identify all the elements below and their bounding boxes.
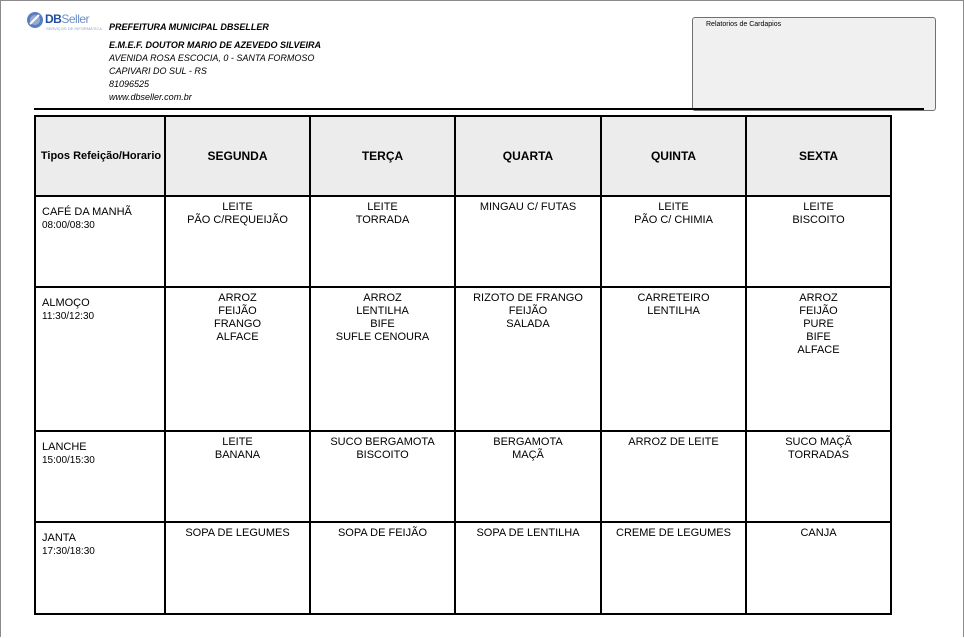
- menu-item: LEITE: [658, 201, 689, 213]
- menu-item: BANANA: [214, 448, 261, 461]
- meal-time: 08:00/08:30: [42, 220, 95, 231]
- meal-name-almoco: ALMOÇO: [42, 297, 90, 310]
- menu-cell: [310, 522, 455, 614]
- menu-cell: [746, 196, 891, 287]
- menu-cell: [601, 431, 746, 522]
- menu-item: FEIJÃO: [508, 305, 548, 318]
- menu-item: BISCOITO: [356, 448, 409, 461]
- header-prefeitura: PREFEITURA MUNICIPAL DBSELLER: [109, 22, 269, 32]
- col-header-segunda: SEGUNDA: [165, 116, 310, 196]
- meal-time: 15:00/15:30: [42, 454, 95, 466]
- menu-item: ARROZ: [363, 292, 402, 305]
- table-header-row: [35, 116, 891, 196]
- table-row: [35, 196, 891, 287]
- menu-cell: [455, 522, 601, 614]
- menu-item: MAÇÃ: [512, 448, 544, 461]
- menu-item: TORRADA: [355, 214, 410, 226]
- col-header-terca: TERÇA: [310, 116, 455, 196]
- menu-cell: [310, 431, 455, 522]
- menu-item: LEITE: [367, 201, 398, 213]
- menu-item: SUCO BERGAMOTA: [330, 435, 435, 448]
- menu-cell: [165, 196, 310, 287]
- logo-text: DBSeller: [45, 12, 90, 26]
- logo-mark-icon: [26, 11, 44, 29]
- menu-item: ALFACE: [797, 344, 840, 357]
- menu-item: LEITE: [222, 201, 253, 213]
- menu-cell: [601, 196, 746, 287]
- menu-item: FRANGO: [213, 318, 262, 331]
- menu-item: LENTILHA: [356, 305, 409, 318]
- meal-time: 17:30/18:30: [42, 545, 95, 557]
- menu-item: BISCOITO: [792, 214, 845, 226]
- menu-item: ALFACE: [216, 331, 259, 344]
- meal-label-cell: [35, 522, 165, 614]
- logo-tagline: SERVIÇOS DE INFORMÁTICA: [46, 26, 102, 31]
- header-postal: 81096525: [109, 79, 150, 89]
- menu-cell: [165, 522, 310, 614]
- menu-item: CANJA: [800, 526, 837, 539]
- menu-item: SUFLE CENOURA: [335, 331, 430, 344]
- menu-item: SOPA DE FEIJÃO: [337, 526, 428, 539]
- table-row: [35, 287, 891, 430]
- menu-item: SUCO MAÇÃ: [785, 435, 852, 448]
- menu-item: BIFE: [806, 331, 831, 344]
- menu-item: SOPA DE LENTILHA: [476, 526, 580, 539]
- meal-name-cafe-da-manha: CAFÉ DA MANHÃ: [42, 206, 132, 218]
- menu-item: TORRADAS: [788, 448, 849, 461]
- menu-cell: [601, 522, 746, 614]
- header-address: AVENIDA ROSA ESCOCIA, 0 - SANTA FORMOSO: [109, 53, 315, 63]
- meal-label-cell: [35, 431, 165, 522]
- menu-cell: [310, 287, 455, 430]
- menu-cell: [601, 287, 746, 430]
- menu-item: MINGAU C/ FUTAS: [479, 201, 577, 213]
- dbseller-logo: [26, 11, 102, 33]
- menu-item: ARROZ DE LEITE: [628, 435, 719, 448]
- menu-cell: [165, 431, 310, 522]
- menu-item: LENTILHA: [647, 305, 700, 318]
- col-header-quinta: QUINTA: [601, 116, 746, 196]
- col-header-quarta: QUARTA: [455, 116, 601, 196]
- menu-item: PURE: [803, 318, 834, 331]
- menu-item: ARROZ: [799, 292, 838, 305]
- meal-name-janta: JANTA: [42, 531, 77, 544]
- menu-cell: [746, 431, 891, 522]
- header-school: E.M.E.F. DOUTOR MARIO DE AZEVEDO SILVEIRA: [109, 40, 322, 50]
- menu-cell: [455, 431, 601, 522]
- menu-item: PÃO C/ CHIMIA: [634, 214, 713, 226]
- menu-table: [34, 115, 892, 615]
- menu-item: RIZOTO DE FRANGO: [473, 292, 583, 305]
- meal-label-cell: [35, 287, 165, 430]
- header-website: www.dbseller.com.br: [109, 92, 192, 102]
- meal-time: 11:30/12:30: [42, 311, 95, 323]
- header-city: CAPIVARI DO SUL - RS: [109, 66, 207, 76]
- menu-cell: [746, 287, 891, 430]
- menu-item: CREME DE LEGUMES: [616, 526, 731, 539]
- menu-item: SALADA: [506, 318, 550, 331]
- col-header-meal: Tipos Refeição/Horario: [35, 116, 165, 196]
- menu-item: BIFE: [370, 318, 395, 331]
- table-row: [35, 522, 891, 614]
- meal-label-cell: [35, 196, 165, 287]
- meal-name-lanche: LANCHE: [42, 440, 87, 453]
- menu-item: FEIJÃO: [218, 305, 257, 318]
- menu-item: LEITE: [803, 201, 834, 213]
- menu-item: BERGAMOTA: [493, 435, 563, 448]
- menu-cell: [746, 522, 891, 614]
- menu-item: CARRETEIRO: [637, 292, 710, 305]
- report-title-box: [692, 17, 936, 111]
- menu-cell: [310, 196, 455, 287]
- report-title: Relatorios de Cardapios: [706, 21, 782, 28]
- menu-item: FEIJÃO: [799, 305, 838, 318]
- table-row: [35, 431, 891, 522]
- col-header-sexta: SEXTA: [746, 116, 891, 196]
- menu-item: SOPA DE LEGUMES: [185, 526, 290, 539]
- header-divider: [34, 108, 924, 110]
- menu-cell: [455, 287, 601, 430]
- menu-item: ARROZ: [218, 292, 257, 305]
- menu-item: PÃO C/REQUEIJÃO: [187, 214, 288, 226]
- menu-cell: [165, 287, 310, 430]
- menu-item: LEITE: [222, 435, 253, 448]
- menu-cell: [455, 196, 601, 287]
